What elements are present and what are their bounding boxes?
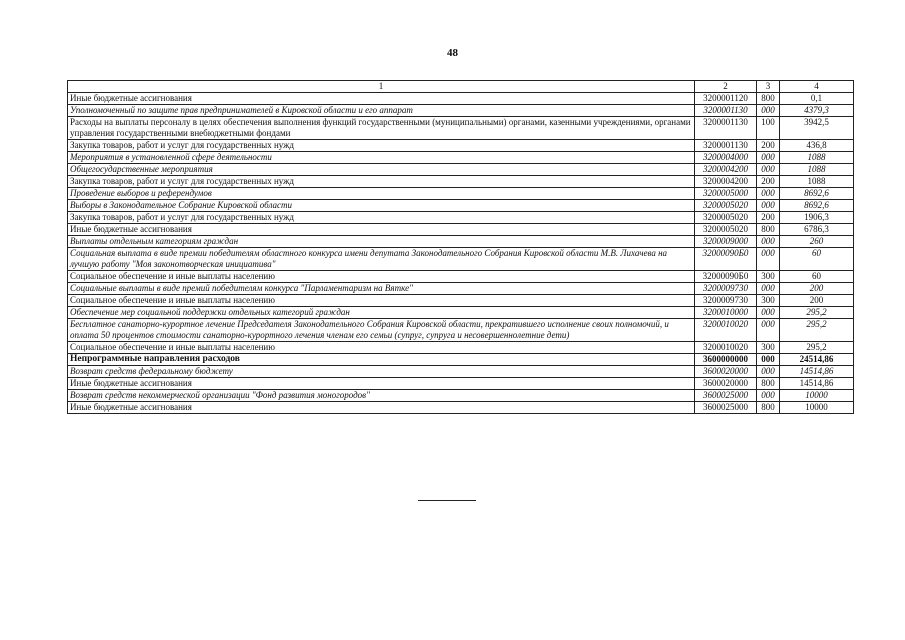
cell-amount: 200 xyxy=(780,295,854,307)
cell-name: Общегосударственные мероприятия xyxy=(68,164,695,176)
table-row xyxy=(68,319,854,342)
table-row xyxy=(68,307,854,319)
cell-code: 3200010000 xyxy=(695,307,757,319)
cell-code: 3200005000 xyxy=(695,188,757,200)
table-row xyxy=(68,248,854,271)
cell-code: 3200001120 xyxy=(695,93,757,105)
cell-code: 3200005020 xyxy=(695,200,757,212)
cell-name: Возврат средств федеральному бюджету xyxy=(68,366,695,378)
cell-code: 3200004200 xyxy=(695,176,757,188)
cell-code: 3200001130 xyxy=(695,117,757,140)
column-header-2: 2 xyxy=(695,81,757,93)
cell-amount: 3942,5 xyxy=(780,117,854,140)
cell-name: Социальное обеспечение и иные выплаты населению xyxy=(68,271,695,283)
budget-table xyxy=(67,80,854,414)
cell-amount: 60 xyxy=(780,248,854,271)
cell-expense-type: 800 xyxy=(757,402,780,414)
cell-code: 3200001130 xyxy=(695,105,757,117)
cell-amount: 295,2 xyxy=(780,319,854,342)
cell-expense-type: 800 xyxy=(757,378,780,390)
table-row xyxy=(68,236,854,248)
cell-name: Выплаты отдельным категориям граждан xyxy=(68,236,695,248)
cell-name: Выборы в Законодательное Собрание Кировской области xyxy=(68,200,695,212)
cell-expense-type: 200 xyxy=(757,212,780,224)
table-row xyxy=(68,295,854,307)
table-row xyxy=(68,117,854,140)
table-row xyxy=(68,164,854,176)
cell-amount: 1088 xyxy=(780,152,854,164)
table-row xyxy=(68,366,854,378)
cell-code: 3200009730 xyxy=(695,283,757,295)
cell-code: 32000090Б0 xyxy=(695,271,757,283)
cell-expense-type: 000 xyxy=(757,236,780,248)
cell-code: 3200004200 xyxy=(695,164,757,176)
table-row xyxy=(68,224,854,236)
cell-expense-type: 100 xyxy=(757,117,780,140)
table-row xyxy=(68,283,854,295)
cell-amount: 295,2 xyxy=(780,342,854,354)
cell-code: 3200009000 xyxy=(695,236,757,248)
cell-expense-type: 200 xyxy=(757,176,780,188)
cell-expense-type: 800 xyxy=(757,224,780,236)
table-row xyxy=(68,271,854,283)
cell-name: Мероприятия в установленной сфере деятельности xyxy=(68,152,695,164)
cell-expense-type: 000 xyxy=(757,307,780,319)
cell-amount: 0,1 xyxy=(780,93,854,105)
cell-amount: 8692,6 xyxy=(780,188,854,200)
table-row xyxy=(68,188,854,200)
cell-name: Проведение выборов и референдумов xyxy=(68,188,695,200)
cell-code: 3600020000 xyxy=(695,378,757,390)
cell-amount: 60 xyxy=(780,271,854,283)
cell-expense-type: 000 xyxy=(757,105,780,117)
footer-divider xyxy=(418,500,476,501)
cell-amount: 10000 xyxy=(780,402,854,414)
cell-code: 3200010020 xyxy=(695,319,757,342)
cell-name: Социальные выплаты в виде премий победителям конкурса "Парламентаризм на Вятке" xyxy=(68,283,695,295)
table-row xyxy=(68,354,854,366)
cell-name: Иные бюджетные ассигнования xyxy=(68,224,695,236)
cell-name: Иные бюджетные ассигнования xyxy=(68,378,695,390)
table-row xyxy=(68,140,854,152)
cell-code: 32000090Б0 xyxy=(695,248,757,271)
cell-expense-type: 300 xyxy=(757,342,780,354)
cell-expense-type: 300 xyxy=(757,295,780,307)
cell-expense-type: 200 xyxy=(757,140,780,152)
cell-name: Закупка товаров, работ и услуг для государственных нужд xyxy=(68,140,695,152)
column-header-4: 4 xyxy=(780,81,854,93)
cell-name: Закупка товаров, работ и услуг для государственных нужд xyxy=(68,176,695,188)
cell-name: Иные бюджетные ассигнования xyxy=(68,402,695,414)
column-header-1: 1 xyxy=(68,81,695,93)
table-row xyxy=(68,200,854,212)
cell-amount: 260 xyxy=(780,236,854,248)
cell-code: 3200001130 xyxy=(695,140,757,152)
cell-name: Социальное обеспечение и иные выплаты населению xyxy=(68,295,695,307)
cell-amount: 200 xyxy=(780,283,854,295)
cell-amount: 1088 xyxy=(780,164,854,176)
cell-amount: 1906,3 xyxy=(780,212,854,224)
cell-amount: 436,8 xyxy=(780,140,854,152)
table-body xyxy=(68,93,854,414)
table-row xyxy=(68,342,854,354)
cell-amount: 24514,86 xyxy=(780,354,854,366)
cell-amount: 295,2 xyxy=(780,307,854,319)
table-row xyxy=(68,402,854,414)
cell-amount: 8692,6 xyxy=(780,200,854,212)
cell-code: 3600025000 xyxy=(695,390,757,402)
cell-name: Бесплатное санаторно-курортное лечение Председателя Законодательного Собрания Кировской области, прекратившего исполнение своих полномочий, и оплата 50 процентов стоимости санаторно-курортного лечения членам его семьи (супруг, супруга и несовершеннолетние дети) xyxy=(68,319,695,342)
cell-code: 3600020000 xyxy=(695,366,757,378)
cell-name: Закупка товаров, работ и услуг для государственных нужд xyxy=(68,212,695,224)
cell-expense-type: 000 xyxy=(757,200,780,212)
table-row xyxy=(68,212,854,224)
cell-code: 3600000000 xyxy=(695,354,757,366)
cell-expense-type: 000 xyxy=(757,283,780,295)
cell-name: Обеспечение мер социальной поддержки отдельных категорий граждан xyxy=(68,307,695,319)
table-row xyxy=(68,390,854,402)
cell-expense-type: 000 xyxy=(757,319,780,342)
cell-expense-type: 000 xyxy=(757,164,780,176)
cell-expense-type: 000 xyxy=(757,152,780,164)
cell-code: 3200004000 xyxy=(695,152,757,164)
cell-code: 3200005020 xyxy=(695,224,757,236)
cell-amount: 10000 xyxy=(780,390,854,402)
table-header-row xyxy=(68,81,854,93)
cell-name: Возврат средств некоммерческой организации "Фонд развития моногородов" xyxy=(68,390,695,402)
table-row xyxy=(68,378,854,390)
cell-expense-type: 300 xyxy=(757,271,780,283)
cell-code: 3200010020 xyxy=(695,342,757,354)
page-number: 48 xyxy=(447,47,458,59)
cell-name: Социальное обеспечение и иные выплаты населению xyxy=(68,342,695,354)
cell-amount: 14514,86 xyxy=(780,366,854,378)
cell-expense-type: 000 xyxy=(757,188,780,200)
cell-name: Социальная выплата в виде премии победителям областного конкурса имени депутата Законодательного Собрания Кировской области М.В. Лихачева на лучшую работу "Моя законотворческая инициатива" xyxy=(68,248,695,271)
cell-amount: 1088 xyxy=(780,176,854,188)
cell-expense-type: 000 xyxy=(757,390,780,402)
table-row xyxy=(68,152,854,164)
cell-name: Расходы на выплаты персоналу в целях обеспечения выполнения функций государственными (муниципальными) органами, казенными учреждениями, органами управления государственными внебюджетными фондами xyxy=(68,117,695,140)
cell-expense-type: 000 xyxy=(757,366,780,378)
cell-code: 3600025000 xyxy=(695,402,757,414)
cell-name: Иные бюджетные ассигнования xyxy=(68,93,695,105)
cell-code: 3200005020 xyxy=(695,212,757,224)
cell-expense-type: 000 xyxy=(757,248,780,271)
cell-code: 3200009730 xyxy=(695,295,757,307)
table-row xyxy=(68,93,854,105)
cell-name: Уполномоченный по защите прав предпринимателей в Кировской области и его аппарат xyxy=(68,105,695,117)
column-header-3: 3 xyxy=(757,81,780,93)
cell-amount: 14514,86 xyxy=(780,378,854,390)
table-row xyxy=(68,105,854,117)
cell-amount: 6786,3 xyxy=(780,224,854,236)
cell-name: Непрограммные направления расходов xyxy=(68,354,695,366)
cell-amount: 4379,3 xyxy=(780,105,854,117)
cell-expense-type: 800 xyxy=(757,93,780,105)
cell-expense-type: 000 xyxy=(757,354,780,366)
table-row xyxy=(68,176,854,188)
